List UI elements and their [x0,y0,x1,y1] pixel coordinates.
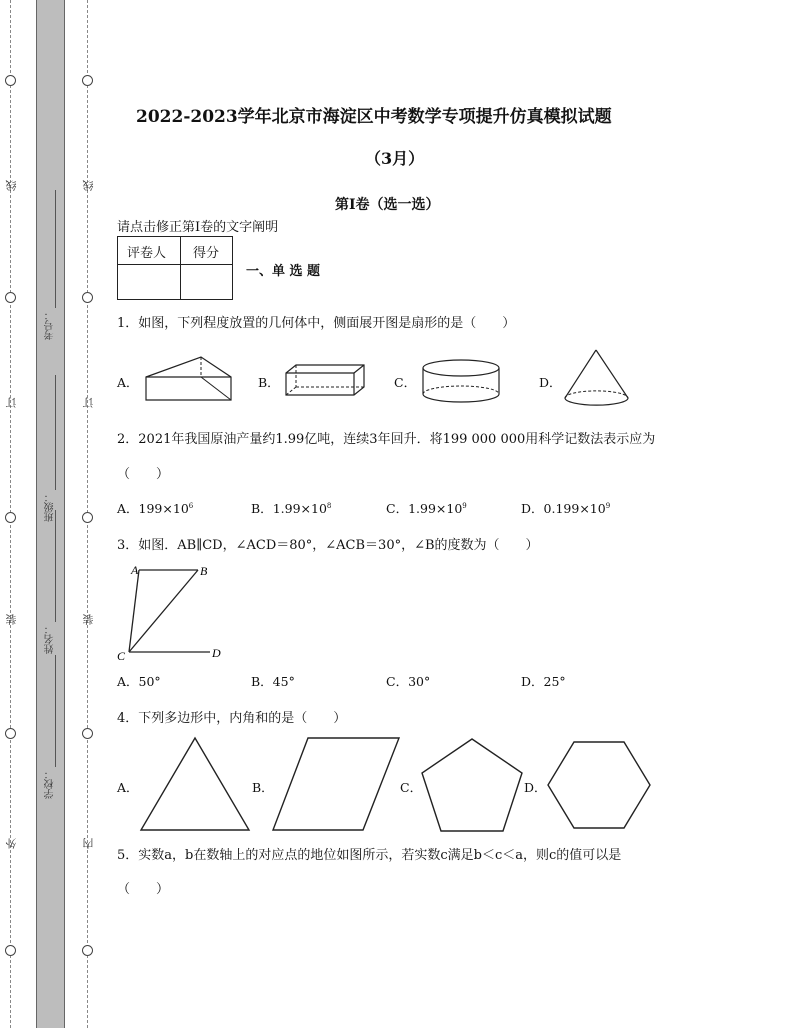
option-exponent: 9 [462,501,467,510]
q3-option-d: D．25° [521,674,566,689]
point-label-c: C [117,649,126,663]
section-heading: 一、单 选 题 [246,264,321,279]
question-2-answer-paren: （ ） [117,467,170,482]
cuboid-image [284,363,366,397]
school-field[interactable] [40,655,60,805]
name-field[interactable] [40,510,60,660]
q2-option-b [251,499,331,517]
point-label-b: B [200,564,208,578]
point-label-a: A [131,563,139,577]
q4-option-d-label: D． [524,780,547,795]
question-2-stem: 2．2021年我国原油产量约1.99亿吨，连续3年回升．将199 000 000用科学记数法表示应为 [117,432,656,447]
margin-char-nei-inner: 内 [82,838,95,849]
q3-option-a: A．50° [117,674,161,689]
q2-option-c [386,499,467,517]
q4-option-a-label: A． [117,780,139,795]
option-base: 1.99×10 [272,501,327,516]
name-label: 姓名： [45,624,56,654]
binding-hole-circle [5,75,16,86]
q2-option-d [521,499,610,517]
binding-hole-circle [82,75,93,86]
fill-line [55,655,56,767]
section-title: 第I卷（选一选） [335,197,440,213]
page-subtitle: （3月） [365,149,425,168]
cylinder-image [420,358,502,404]
option-base: 199×10 [138,501,189,516]
option-label: D． [521,501,544,516]
binding-hole-circle [5,292,16,303]
q3-option-c: C．30° [386,674,431,689]
parallelogram-image [270,735,402,833]
q1-option-d-label: D． [539,375,562,390]
binding-hole-circle [82,728,93,739]
option-exponent: 6 [188,501,194,510]
margin-char-zhuang-outer: 装 [5,614,18,625]
option-label: A． [117,501,139,516]
q1-option-a-label: A． [117,375,139,390]
point-label-d: D [212,646,221,660]
student-id-field[interactable] [40,190,60,340]
triangle-image [138,735,253,833]
instruction-text: 请点击修正第I卷的文字阐明 [117,220,279,235]
option-label: B． [251,501,273,516]
binding-hole-circle [82,292,93,303]
question-1-stem: 1．如图，下列程度放置的几何体中，侧面展开图是扇形的是（ ） [117,316,516,331]
question-4-stem: 4．下列多边形中，内角和的是（ ） [117,711,347,726]
parallel-lines-figure [112,560,232,665]
class-label: 班级： [45,492,56,522]
binding-hole-circle [82,512,93,523]
margin-char-xian-outer: 线 [5,180,18,191]
margin-char-ding-outer: 订 [5,397,18,408]
page-title: 2022-2023学年北京市海淀区中考数学专项提升仿真模拟试题 [136,107,612,127]
binding-hole-circle [5,512,16,523]
school-label: 学校： [45,769,56,799]
q1-option-b-label: B． [258,375,280,390]
student-id-label: 考号： [45,310,56,340]
option-label: C． [386,501,409,516]
fill-line [55,375,56,490]
q4-option-b-label: B． [252,780,274,795]
hexagon-image [545,739,653,831]
question-3-stem: 3．如图．AB∥CD，∠ACD＝80°，∠ACB＝30°，∠B的度数为（ ） [117,538,539,553]
margin-char-xian-inner: 线 [82,180,95,191]
q4-option-c-label: C． [400,780,423,795]
q2-option-a [117,499,193,517]
q3-option-b: B．45° [251,674,295,689]
cone-image [562,348,632,410]
pentagon-image [419,736,525,834]
score-table [117,236,233,300]
triangular-prism-image [143,355,233,403]
score-cell[interactable] [182,266,232,299]
question-5-answer-paren: （ ） [117,882,170,897]
grader-cell[interactable] [118,266,179,299]
binding-hole-circle [5,728,16,739]
option-exponent: 9 [605,501,611,510]
margin-char-zhuang-inner: 装 [82,614,95,625]
class-field[interactable] [40,375,60,525]
option-exponent: 8 [326,501,332,510]
fill-line [55,510,56,622]
table-row-divider [118,264,232,265]
margin-char-ding-inner: 订 [82,397,95,408]
fill-line [55,190,56,308]
binding-hole-circle [82,945,93,956]
score-table-grader-header: 评卷人 [127,246,167,261]
option-base: 0.199×10 [543,501,606,516]
question-5-stem: 5．实数a，b在数轴上的对应点的地位如图所示，若实数c满足b＜c＜a，则c的值可以是 [117,848,622,863]
binding-hole-circle [5,945,16,956]
option-base: 1.99×10 [408,501,463,516]
margin-char-wai-outer: 外 [5,838,18,849]
table-col-divider [180,237,181,299]
score-table-score-header: 得分 [193,246,220,261]
q1-option-c-label: C． [394,375,417,390]
